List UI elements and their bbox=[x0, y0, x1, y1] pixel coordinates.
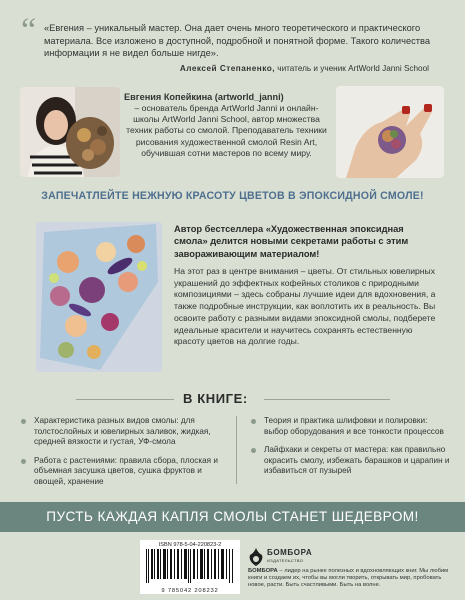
testimonial-author-role: читатель и ученик ArtWorld Janni School bbox=[277, 64, 429, 73]
in-book-right-column bbox=[250, 416, 450, 485]
description-text: На этот раз в центре внимания – цветы. От стильных ювелирных украшений до эффектных кофейных столиков с природными композициями – здесь собраны лучшие идеи для вдохновения, а также подробные инструкции, как воплотить их в реальность. Вы освоите работу с разными видами эпоксидной смолы, подберете идеальные красители и научитесь сохранять естественную красоту цветов на долгие годы. bbox=[174, 266, 436, 347]
bullet-text: Лайфхаки и секреты от мастера: как правильно окрасить смолу, избежать барашков и царапин и избавиться от пузырей bbox=[264, 445, 450, 476]
bullet-dot-icon bbox=[21, 419, 26, 424]
isbn-label: ISBN 978-5-04-220823-2 bbox=[158, 542, 222, 548]
author-bio: – основатель бренда ArtWorld Janni и онлайн-школы ArtWorld Janni School, автор множества техник работы со смолой. Преподаватель техники рисования художественной смолой Resin Art, обучившая сотни мастеров по всему миру. bbox=[126, 103, 327, 158]
testimonial-author bbox=[180, 64, 429, 73]
headline: ЗАПЕЧАТЛЕЙТЕ НЕЖНУЮ КРАСОТУ ЦВЕТОВ В ЭПОКСИДНОЙ СМОЛЕ! bbox=[41, 190, 424, 202]
author-name: Евгения Копейкина (artworld_janni) bbox=[124, 92, 284, 102]
bullet-text: Теория и практика шлифовки и полировки: выбор оборудования и все тонкости процессов bbox=[264, 416, 444, 436]
bullet-text: Работа с растениями: правила сбора, плоская и объемная засушка цветов, сушка фруктов и овощей, хранение bbox=[34, 455, 218, 486]
column-divider bbox=[236, 416, 237, 484]
hand-ring-photo bbox=[336, 86, 444, 178]
bullet-dot-icon bbox=[251, 448, 256, 453]
publisher-logo-sub: ИЗДАТЕЛЬСТВО bbox=[267, 558, 304, 563]
bottom-banner: ПУСТЬ КАЖДАЯ КАПЛЯ СМОЛЫ СТАНЕТ ШЕДЕВРОМ! bbox=[0, 502, 465, 532]
barcode-number: 9 785042 208232 bbox=[161, 588, 219, 594]
publisher-logo-name: БОМБОРА bbox=[267, 548, 313, 557]
in-book-left-column bbox=[20, 416, 220, 496]
bullet-dot-icon bbox=[251, 419, 256, 424]
bullet-item bbox=[250, 416, 450, 437]
resin-tray-photo bbox=[36, 222, 162, 372]
bullet-text: Характеристика разных видов смолы: для толстослойных и ювелирных заливок, жидкая, средней вязкости и густая, УФ-смола bbox=[34, 416, 211, 447]
lead-text: Автор бестселлера «Художественная эпоксидная смола» делится новыми секретами работы с этим завораживающим материалом! bbox=[174, 224, 409, 259]
bullet-item bbox=[250, 445, 450, 477]
testimonial-author-name: Алексей Степаненко, bbox=[179, 64, 276, 73]
barcode bbox=[140, 540, 240, 594]
bullet-item bbox=[20, 456, 220, 488]
in-book-rule-right bbox=[264, 399, 390, 400]
bullet-item bbox=[20, 416, 220, 448]
publisher-note-name: БОМБОРА bbox=[248, 568, 278, 574]
in-book-rule-left bbox=[76, 399, 174, 400]
in-book-heading: В КНИГЕ: bbox=[183, 391, 248, 406]
bombora-logo-icon bbox=[248, 548, 264, 566]
bullet-dot-icon bbox=[21, 459, 26, 464]
publisher-note-text: – лидер на рынке полезных и вдохновляющих книг. Мы любим книги и создаем их, чтобы вы могли творить, открывать мир, пробовать новое, расти. Быть счастливыми. Быть на волне. bbox=[248, 568, 449, 589]
testimonial-quote: «Евгения – уникальный мастер. Она дает очень много теоретического и практического материала. Все изложено в доступной, подробной и понятной форме. Такого количества информации я не видел больше нигде». bbox=[44, 23, 431, 58]
publisher-note bbox=[248, 568, 458, 590]
author-photo bbox=[20, 87, 120, 177]
quote-icon: “ bbox=[21, 12, 37, 49]
barcode-bars-icon bbox=[144, 549, 236, 583]
